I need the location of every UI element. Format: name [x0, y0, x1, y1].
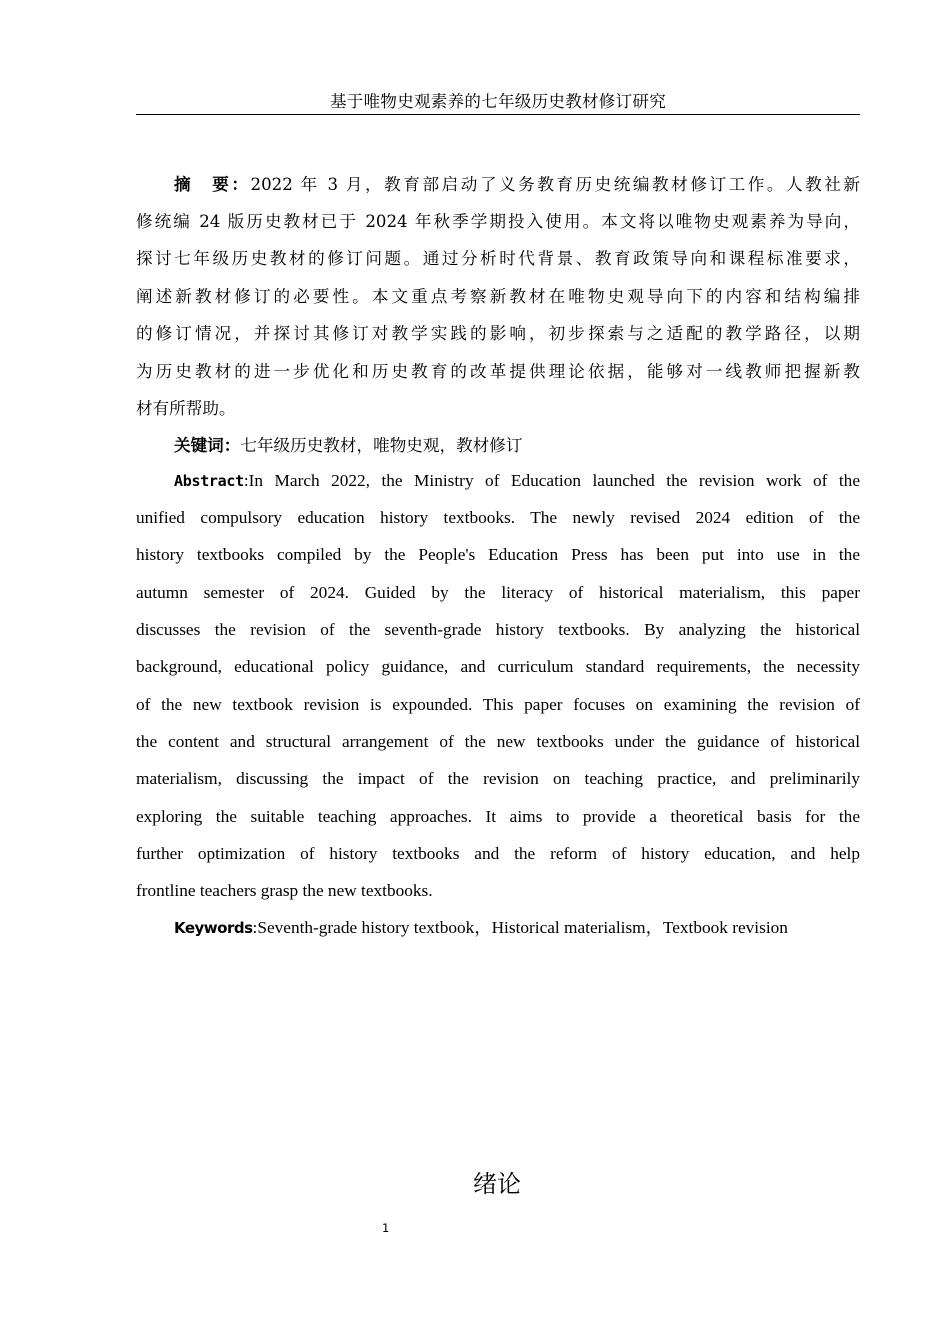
- keywords-en-value: Seventh-grade history textbook，Historical materialism，Textbook revision: [257, 918, 788, 937]
- header-divider: [136, 114, 860, 115]
- abstract-en-line-5: discusses the revision of the seventh-grade history textbooks. By analyzing the historical: [136, 620, 860, 639]
- abstract-cn-line-3: 探讨七年级历史教材的修订问题。通过分析时代背景、教育政策导向和课程标准要求，: [136, 249, 860, 268]
- abstract-en-line-12: frontline teachers grasp the new textbooks.: [136, 881, 433, 900]
- keywords-cn-label: 关键词：: [174, 436, 241, 455]
- abstract-en-line-7: of the new textbook revision is expounded. This paper focuses on examining the revision of: [136, 695, 860, 714]
- keywords-en-label: Keywords: [174, 919, 253, 937]
- abstract-cn-line-5: 的修订情况，并探讨其修订对教学实践的影响，初步探索与之适配的教学路径，以期: [136, 324, 860, 343]
- abstract-en-line-3: history textbooks compiled by the People's Education Press has been put into use in the: [136, 545, 860, 564]
- abstract-en-line-6: background, educational policy guidance, and curriculum standard requirements, the necessity: [136, 657, 860, 676]
- abstract-en-line-2: unified compulsory education history textbooks. The newly revised 2024 edition of the: [136, 508, 860, 527]
- abstract-cn-line-7: 材有所帮助。: [136, 399, 236, 418]
- chapter-heading: 绪论: [473, 1170, 521, 1198]
- abstract-en-line-9: materialism, discussing the impact of the revision on teaching practice, and preliminarily: [136, 769, 860, 788]
- abstract-cn-line-6: 为历史教材的进一步优化和历史教育的改革提供理论依据，能够对一线教师把握新教: [136, 362, 860, 381]
- abstract-cn-label: 摘 要：: [174, 175, 251, 194]
- page-number: 1: [382, 1221, 390, 1235]
- abstract-en-line-4: autumn semester of 2024. Guided by the literacy of historical materialism, this paper: [136, 583, 860, 602]
- abstract-en-line-10: exploring the suitable teaching approaches. It aims to provide a theoretical basis for the: [136, 807, 860, 826]
- running-header-title: 基于唯物史观素养的七年级历史教材修订研究: [330, 92, 666, 111]
- abstract-en-line-11: further optimization of history textbooks and the reform of history education, and help: [136, 844, 860, 863]
- keywords-cn: [174, 434, 860, 458]
- abstract-cn-line-1: 摘 要：2022 年 3 月，教育部启动了义务教育历史统编教材修订工作。人教社新: [174, 175, 860, 194]
- abstract-cn-line-4: 阐述新教材修订的必要性。本文重点考察新教材在唯物史观导向下的内容和结构编排: [136, 287, 860, 306]
- abstract-cn-line-2: 修统编 24 版历史教材已于 2024 年秋季学期投入使用。本文将以唯物史观素养为导向，: [136, 212, 860, 231]
- abstract-en-line-1: Abstract:In March 2022, the Ministry of Education launched the revision work of the: [174, 471, 860, 490]
- abstract-en-line-8: the content and structural arrangement of the new textbooks under the guidance of historical: [136, 732, 860, 751]
- abstract-en-label: Abstract: [174, 472, 244, 490]
- keywords-en: Keywords:Seventh-grade history textbook，Historical materialism，Textbook revision: [174, 918, 788, 937]
- keywords-cn-value: 七年级历史教材，唯物史观，教材修订: [240, 436, 523, 455]
